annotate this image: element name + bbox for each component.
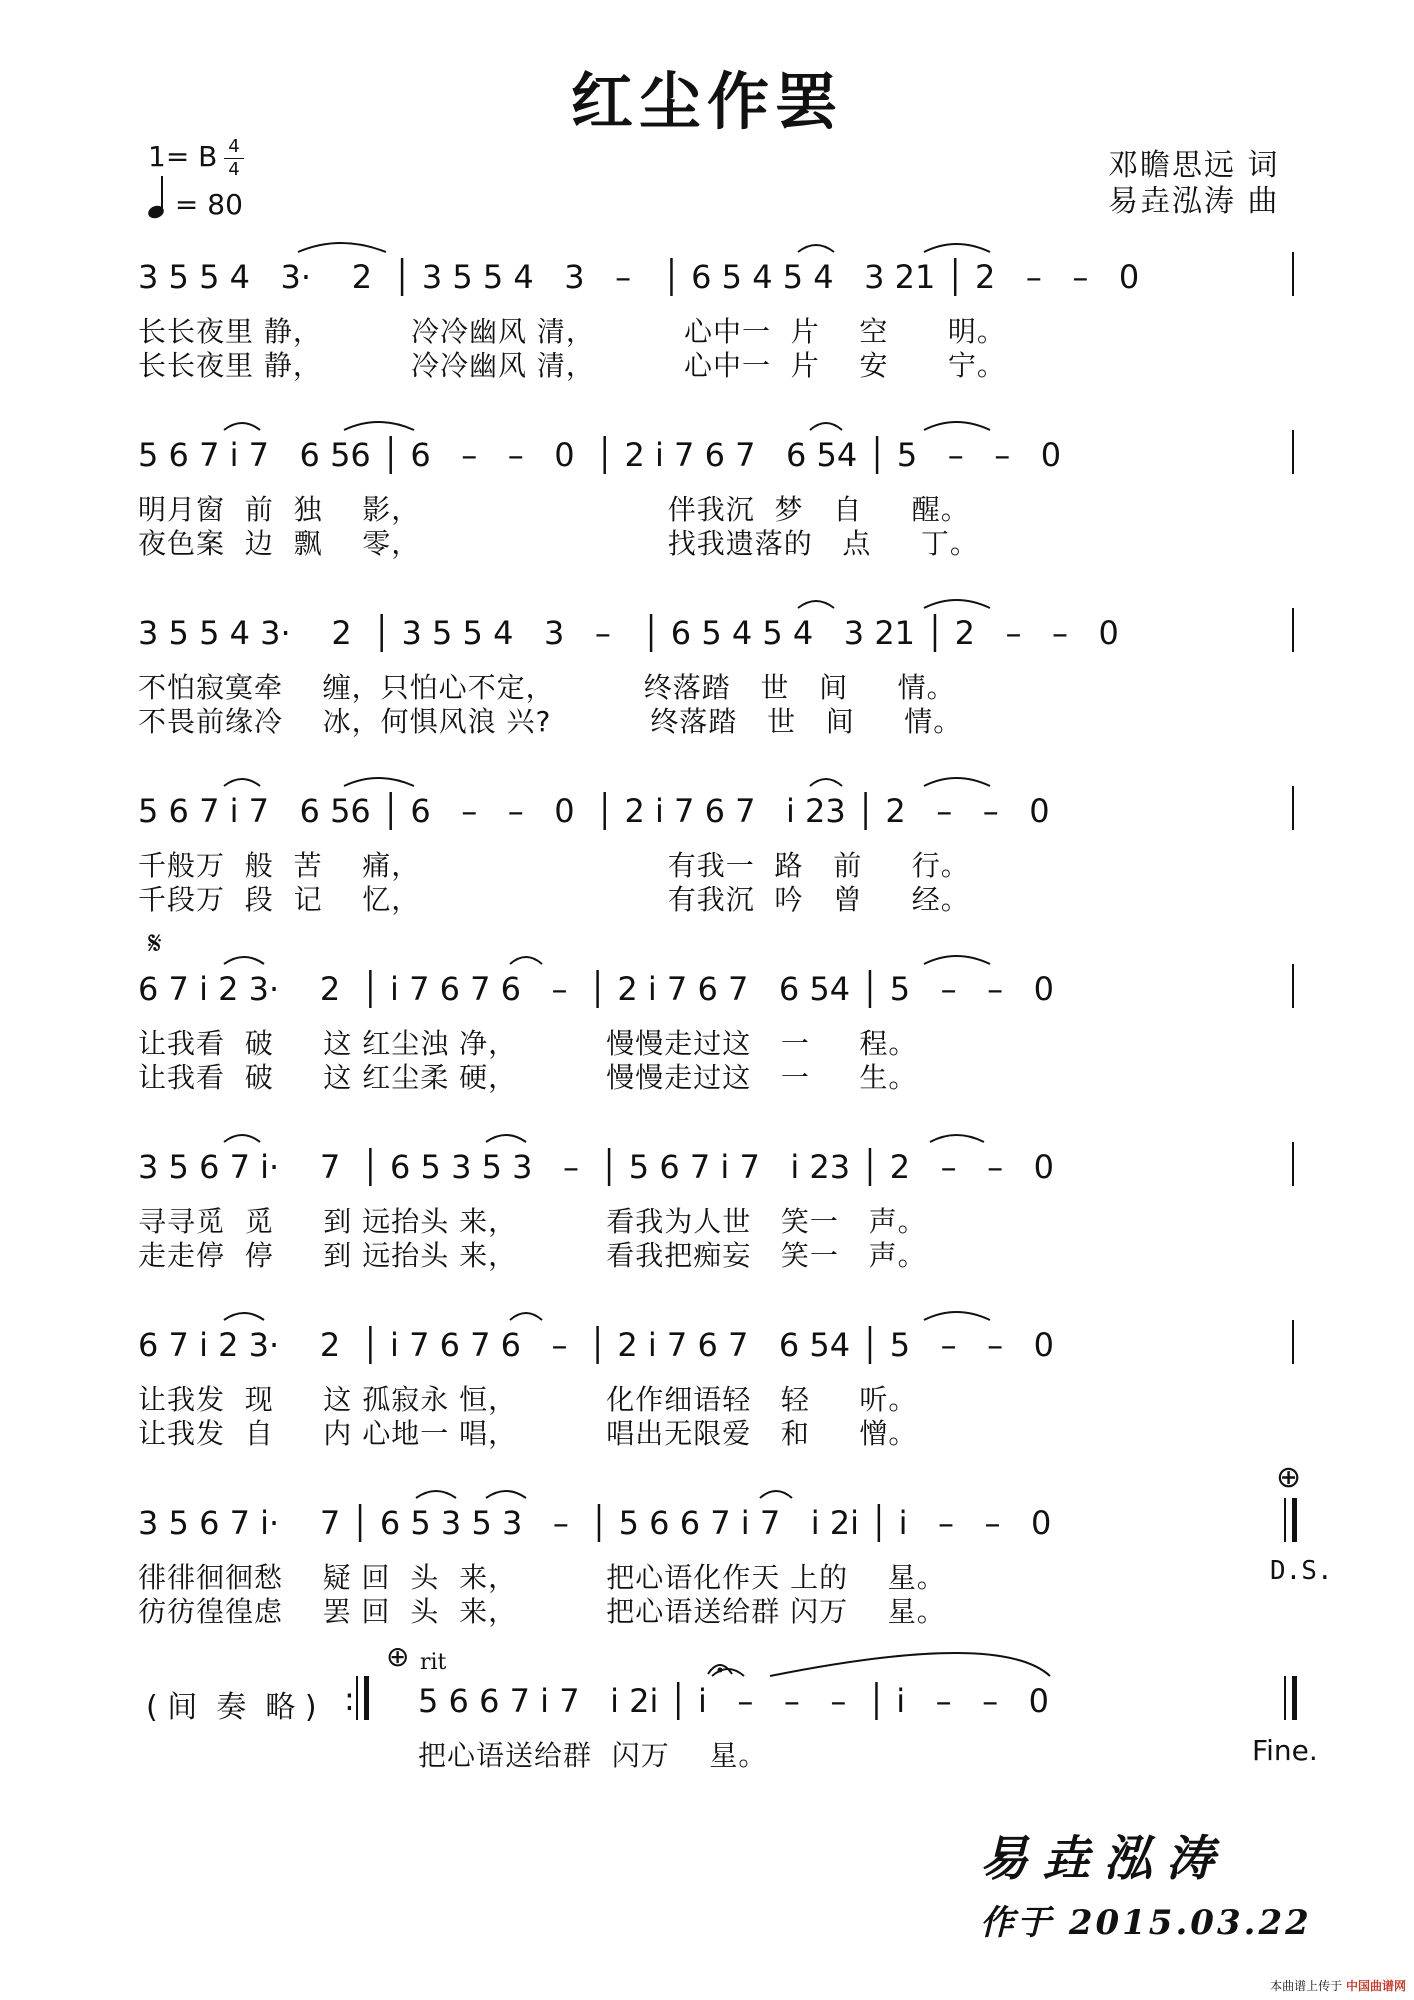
segno-icon: 𝄋 xyxy=(148,924,162,962)
slur xyxy=(224,423,260,430)
site-logo[interactable]: 中国曲谱网 xyxy=(1345,1979,1406,1993)
slur xyxy=(798,601,834,608)
lyric-verse-1: 徘徘徊徊愁 疑 回 头 来， 把心语化作天 上的 星。 xyxy=(138,1561,946,1594)
slur xyxy=(924,422,990,430)
slur xyxy=(486,1135,526,1142)
lyric-verse-1: 寻寻觅 觅 到 远抬头 来， 看我为人世 笑一 声。 xyxy=(138,1205,927,1238)
notation-line: 6 7 i 2 3· 2 │ i 7 6 7 6 – │ 2 i 7 6 7 6 54 │ 5 – – 0 xyxy=(138,970,1054,1008)
footer-credit xyxy=(1270,1977,1406,1994)
slur xyxy=(224,779,260,786)
lyric-verse-1: 明月窗 前 独 影， 伴我沉 梦 自 醒。 xyxy=(138,493,970,526)
lyric-verse-1: 让我看 破 这 红尘浊 净， 慢慢走过这 一 程。 xyxy=(138,1027,918,1060)
slur xyxy=(798,245,834,252)
notation-line: 5 6 7 i 7 6 56 │ 6 – – 0 │ 2 i 7 6 7 i 23 │ 2 – – 0 xyxy=(138,792,1050,830)
composition-date: 作于 2015.03.22 xyxy=(980,1903,1312,1943)
lyric-verse-1: 千般万 般 苦 痛， 有我一 路 前 行。 xyxy=(138,849,970,882)
notation-line: 3 5 5 4 3· 2 │ 3 5 5 4 3 – │ 6 5 4 5 4 3 21 │ 2 – – 0 xyxy=(138,614,1119,652)
slur xyxy=(224,1313,264,1320)
key-signature: 1= B xyxy=(148,140,218,173)
footer-text: 本曲谱上传于 xyxy=(1270,1979,1343,1993)
slur xyxy=(924,244,990,252)
lyric-verse-2: 彷彷徨徨虑 罢 回 头 来， 把心语送给群 闪万 星。 xyxy=(138,1595,946,1628)
repeat-end-icon: : xyxy=(344,1680,355,1718)
lyric-verse-2: 不畏前缘冷 冰，何惧风浪 兴? 终落踏 世 间 情。 xyxy=(138,705,963,738)
lyric-verse-2: 夜色案 边 飘 零， 找我遗落的 点 丁。 xyxy=(138,527,979,560)
notation-line: 5 6 7 i 7 6 56 │ 6 – – 0 │ 2 i 7 6 7 6 54 │ 5 – – 0 xyxy=(138,436,1062,474)
slur xyxy=(924,956,990,964)
slur xyxy=(416,1491,456,1498)
lyric-verse-2: 走走停 停 到 远抬头 来， 看我把痴妄 笑一 声。 xyxy=(138,1239,927,1272)
slur xyxy=(930,1135,984,1142)
slur xyxy=(810,423,842,430)
notation-line: 3 5 6 7 i· 7 │ 6 5 3 5 3 – │ 5 6 6 7 i 7 i 2i │ i – – 0 xyxy=(138,1504,1052,1542)
notation-line: 6 7 i 2 3· 2 │ i 7 6 7 6 – │ 2 i 7 6 7 6 54 │ 5 – – 0 xyxy=(138,1326,1054,1364)
tie xyxy=(770,1653,1050,1676)
slur xyxy=(224,1135,260,1142)
time-signature-bottom: 4 xyxy=(228,159,240,180)
lyric-verse-1: 不怕寂寞牵 缠，只怕心不定， 终落踏 世 间 情。 xyxy=(138,671,956,704)
notation-line: 3 5 5 4 3· 2 │ 3 5 5 4 3 – │ 6 5 4 5 4 3 21 │ 2 – – 0 xyxy=(138,258,1140,296)
ds-marking: D.S. xyxy=(1270,1556,1333,1586)
fine-marking: Fine. xyxy=(1252,1734,1318,1767)
tempo-value: = 80 xyxy=(174,188,243,221)
slur xyxy=(510,957,542,964)
fermata-icon xyxy=(708,1665,732,1674)
interlude-note: ( 间 奏 略 ) xyxy=(146,1690,317,1725)
slur xyxy=(924,778,990,786)
slur xyxy=(760,1491,792,1498)
slur xyxy=(224,957,264,964)
song-title: 红尘作罢 xyxy=(570,65,843,138)
lyric-verse-2: 让我看 破 这 红尘柔 硬， 慢慢走过这 一 生。 xyxy=(138,1061,918,1094)
rit-marking: rit xyxy=(420,1650,447,1675)
coda-icon: ⊕ xyxy=(1276,1460,1302,1495)
slur xyxy=(924,600,990,608)
coda-icon: ⊕ xyxy=(386,1640,410,1673)
composer-credit: 易垚泓涛 曲 xyxy=(1108,184,1280,219)
time-signature-top: 4 xyxy=(228,136,240,157)
slur xyxy=(298,243,386,252)
slur xyxy=(344,778,414,786)
notation-line: 5 6 6 7 i 7 i 2i │ i – – – │ i – – 0 xyxy=(418,1682,1049,1720)
lyric-verse-1: 长长夜里 静， 冷冷幽风 清， 心中一 片 空 明。 xyxy=(138,315,1006,348)
lyric-coda: 把心语送给群 闪万 星。 xyxy=(418,1739,768,1772)
notation-line: 3 5 6 7 i· 7 │ 6 5 3 5 3 – │ 5 6 7 i 7 i 23 │ 2 – – 0 xyxy=(138,1148,1054,1186)
slur xyxy=(344,422,414,430)
lyric-verse-2: 长长夜里 静， 冷冷幽风 清， 心中一 片 安 宁。 xyxy=(138,349,1006,382)
lyric-verse-2: 让我发 自 内 心地一 唱， 唱出无限爱 和 憎。 xyxy=(138,1417,918,1450)
slur xyxy=(510,1313,542,1320)
slur xyxy=(810,779,842,786)
slur xyxy=(486,1491,526,1498)
slur xyxy=(924,1312,990,1320)
lyricist-credit: 邓瞻思远 词 xyxy=(1108,148,1280,183)
lyric-verse-2: 千段万 段 记 忆， 有我沉 吟 曾 经。 xyxy=(138,883,970,916)
composer-signature: 易垚泓涛 xyxy=(980,1831,1229,1887)
lyric-verse-1: 让我发 现 这 孤寂永 恒， 化作细语轻 轻 听。 xyxy=(138,1383,918,1416)
